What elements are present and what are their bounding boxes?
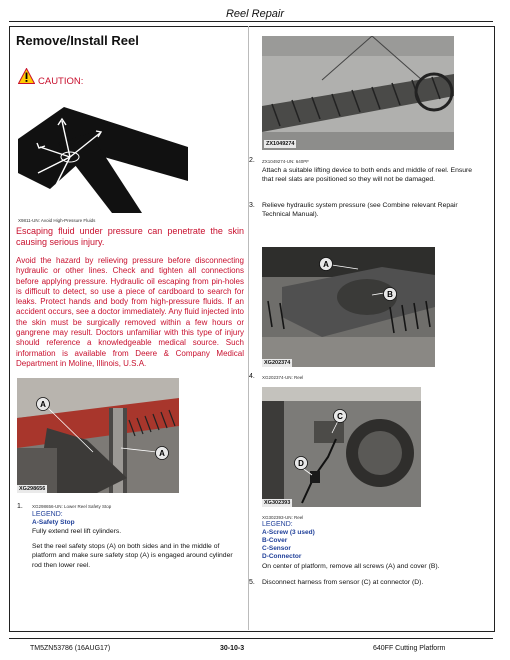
warning-triangle-icon bbox=[18, 68, 35, 89]
step-2-text: Attach a suitable lifting device to both ends and middle of reel. Ensure that reel slats are positioned so they will not be damaged. bbox=[262, 167, 473, 184]
step-4-caption-2: XG302393-UN: Reel bbox=[262, 515, 304, 520]
step-1-legend-item: A-Safety Stop bbox=[32, 519, 75, 526]
step-5-text: Disconnect harness from sensor (C) at connector (D). bbox=[262, 579, 424, 586]
step-5-number: 5. bbox=[249, 579, 255, 586]
callout-a-2: A bbox=[159, 449, 165, 458]
step-2-number: 2. bbox=[249, 157, 255, 164]
step-4-legend-item-d: D-Connector bbox=[262, 553, 302, 560]
header-rule bbox=[9, 21, 493, 22]
running-header: Reel Repair bbox=[225, 8, 285, 20]
callout-d: D bbox=[298, 459, 304, 468]
section-title: Remove/Install Reel bbox=[16, 33, 139, 48]
footer-product: 640FF Cutting Platform bbox=[373, 645, 446, 652]
caution-body-text: Avoid the hazard by relieving pressure before disconnecting hydraulic or other lines. Check and tighten all connections before applying pressure. Hydraulic oil escaping from pin-holes is difficult to detect, so use a piece of cardboard to search for leaks. Protect hands and body from high-pressure fluids. If an accident occurs, see a doctor immediately. Any fluid injected into the skin must be surgically removed within a few hours or gangrene may result. Doctors unfamiliar with this type of injury should reference a knowledgeable medical source. Such information is available from Deere & Company Medical Department in Moline, Illinois, U.S.A. bbox=[16, 256, 244, 368]
caution-lead-text: Escaping fluid under pressure can penetrate the skin causing serious injury. bbox=[16, 226, 244, 247]
step-1-caption: XG298656-UN: Lower Reel Safety Stop bbox=[32, 504, 112, 509]
callout-a: A bbox=[40, 400, 46, 409]
step-4-legend-item-b: B-Cover bbox=[262, 537, 288, 544]
step-3-text: Relieve hydraulic system pressure (see Combine relevant Repair Technical Manual). bbox=[262, 202, 458, 219]
high-pressure-fluid-illustration bbox=[18, 103, 188, 213]
figure-tag: XG202374 bbox=[264, 360, 291, 366]
step-2-caption: ZX1049274-UN: 640PF bbox=[262, 159, 310, 164]
footer-rule bbox=[9, 638, 493, 639]
footer-doc-id: TM5ZN53786 (16AUG17) bbox=[30, 645, 111, 652]
figure-tag: XG298656 bbox=[19, 486, 46, 492]
footer-page-number: 30-10-3 bbox=[220, 645, 245, 652]
step-1-text: Fully extend reel lift cylinders. bbox=[32, 528, 122, 535]
step-4-legend-item-c: C-Sensor bbox=[262, 545, 291, 552]
lifting-reel-photo bbox=[262, 36, 454, 150]
column-divider bbox=[248, 26, 249, 630]
step-4-number: 4. bbox=[249, 373, 255, 380]
step-4-legend-item-a: A-Screw (3 used) bbox=[262, 529, 315, 536]
reel-sensor-photo bbox=[262, 387, 421, 507]
step-1-instructions: Set the reel safety stops (A) on both sides and in the middle of platform and make sure safety stop (A) is engaged around cylinder rod then lower reel. bbox=[32, 543, 233, 569]
figure-tag: ZX1049274 bbox=[266, 141, 295, 147]
step-4-caption: XG202374-UN: Reel bbox=[262, 375, 304, 380]
callout-b: B bbox=[387, 290, 393, 299]
step-1-legend-title: LEGEND: bbox=[32, 511, 63, 518]
caution-label: CAUTION: bbox=[38, 76, 84, 87]
step-4-text: On center of platform, remove all screws (A) and cover (B). bbox=[262, 563, 440, 570]
step-4-legend-title: LEGEND: bbox=[262, 521, 293, 528]
callout-a: A bbox=[323, 260, 329, 269]
reel-cover-photo bbox=[262, 247, 435, 367]
reel-safety-stop-photo bbox=[17, 378, 179, 493]
step-3-number: 3. bbox=[249, 202, 255, 209]
caution-figure-caption: X9811-UN: Avoid High-Pressure Fluids bbox=[18, 218, 96, 223]
step-1-number: 1. bbox=[17, 503, 23, 510]
figure-tag: XG302393 bbox=[264, 500, 291, 506]
callout-c: C bbox=[337, 412, 343, 421]
